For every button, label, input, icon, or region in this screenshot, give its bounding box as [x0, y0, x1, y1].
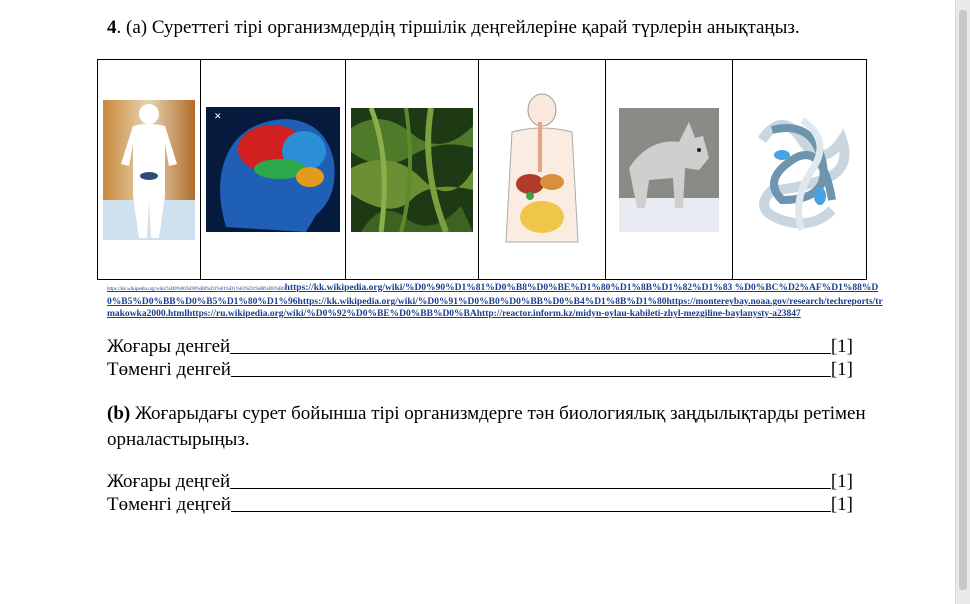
answer-blank[interactable]: [230, 352, 831, 354]
seaweed-image: [351, 108, 473, 232]
answer-line-a-high: [107, 336, 853, 358]
image-cell-2: [201, 60, 346, 280]
organism-image-table: [97, 59, 867, 280]
digestive-system-image: [492, 92, 592, 248]
answer-label: Жоғары денгей: [107, 336, 231, 357]
image-cell-5: [606, 60, 733, 280]
image-cell-4: [479, 60, 606, 280]
answer-line-b-high: [107, 471, 853, 493]
vertical-scrollbar[interactable]: [955, 0, 970, 604]
part-a-text: Суреттегі тірі организмдердің тіршілік деңгейлеріне қарай түрлерін анықтаңыз.: [151, 17, 800, 38]
image-cell-3: [346, 60, 479, 280]
svg-text:✕: ✕: [214, 112, 222, 122]
part-b-label: (b): [107, 403, 131, 424]
part-b-text: Жоғарыдағы сурет бойынша тірі организмдерге тән биологиялық заңдылықтарды ретімен орналастырыңыз.: [107, 403, 866, 450]
answer-label: Жоғары деңгей: [107, 471, 231, 492]
protein-structure-image: [742, 100, 858, 240]
wolf-image: [619, 108, 719, 232]
source-link-tiny[interactable]: https://kk.wikipedia.org/wiki/%D0%96%D0%B0%D1%81%D1%83%D1%88%D0%B0: [107, 287, 285, 292]
answer-line-b-low: [107, 494, 853, 516]
answer-blank[interactable]: [231, 375, 831, 377]
mark-value: [1]: [830, 471, 853, 492]
question-4-part-a: [107, 17, 800, 39]
answer-blank[interactable]: [230, 487, 831, 489]
image-source-links[interactable]: [107, 282, 889, 320]
mark-value: [1]: [830, 494, 853, 515]
answer-label: Төменгі деңгей: [107, 494, 231, 515]
source-link-main[interactable]: https://kk.wikipedia.org/wiki/%D0%90%D1%81%D0%B8%D0%BE%D1%80%D1%8B%D1%82%D1%83 %D0%BC%D2%AF%D1%88%D0%B5%D0%BB%D0%B5%D1%80%D1%96https://kk.wikipedia.org/wiki/%D0%91%D0%B0%D0%BB%D0%B4%D1%8B%D1%80https://montereybay.noaa.gov/research/techreports/trmakowka2000.htmlhttps://ru.wikipedia.org/wiki/%D0%92%D0%BE%D0%BB%D0%BAhttp://reactor.inform.kz/midyn-oylau-kabileti-zhyl-mezgiline-baylanysty-a23847: [107, 283, 883, 319]
answer-line-a-low: [107, 359, 853, 381]
answer-label: Төменгі денгей: [107, 359, 231, 380]
brain-image: [206, 107, 340, 232]
part-a-label: . (a): [116, 17, 152, 38]
mark-value: [1]: [830, 359, 853, 380]
mark-value: [1]: [830, 336, 853, 357]
question-number: 4: [107, 17, 117, 38]
image-cell-6: [733, 60, 867, 280]
image-cell-1: [98, 60, 201, 280]
question-4-part-b: [107, 401, 867, 453]
answer-blank[interactable]: [231, 510, 831, 512]
human-body-image: [103, 100, 195, 240]
scrollbar-thumb[interactable]: [959, 10, 967, 590]
